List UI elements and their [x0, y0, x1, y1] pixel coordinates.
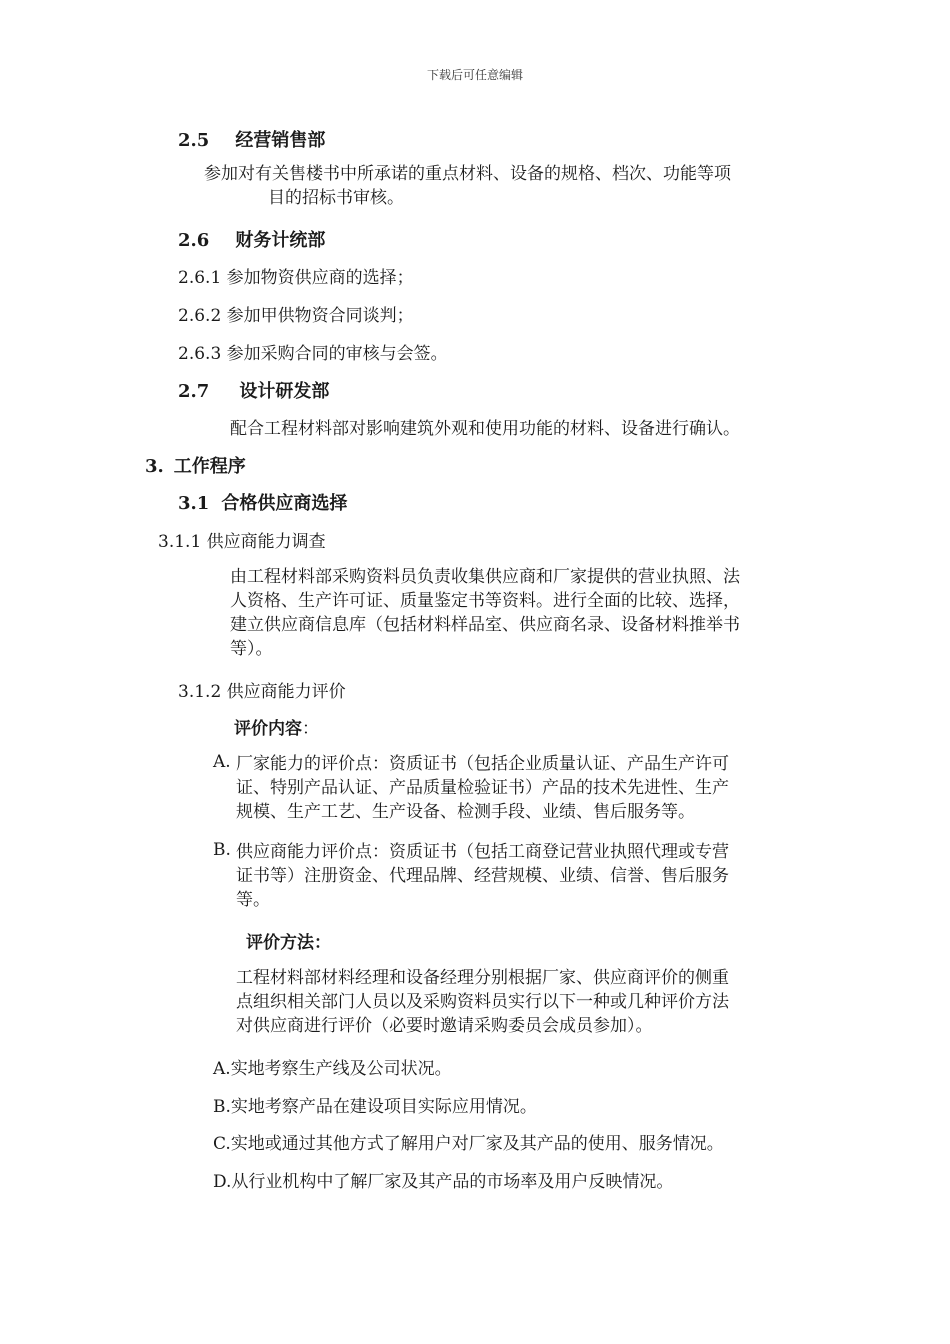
list-item: 2.6.1 参加物资供应商的选择；	[178, 268, 414, 288]
paragraph-line: 证书等）注册资金、代理品牌、经营规模、业绩、信誉、售后服务	[236, 866, 729, 886]
section-number: 2.7	[178, 381, 210, 402]
evaluation-item-a	[236, 752, 729, 824]
paragraph-line: 厂家能力的评价点：资质证书（包括企业质量认证、产品生产许可	[236, 754, 729, 774]
paragraph-line: 工程材料部材料经理和设备经理分别根据厂家、供应商评价的侧重	[236, 968, 729, 988]
list-marker: B.	[213, 840, 231, 860]
paragraph-line: 等。	[236, 890, 270, 910]
paragraph-line: 规模、生产工艺、生产设备、检测手段、业绩、售后服务等。	[236, 802, 695, 822]
list-marker: A.	[213, 1059, 231, 1079]
paragraph-line: 对供应商进行评价（必要时邀请采购委员会成员参加）。	[236, 1016, 653, 1036]
paragraph-line: 由工程材料部采购资料员负责收集供应商和厂家提供的营业执照、法	[230, 567, 740, 587]
list-marker: C.	[213, 1134, 231, 1154]
section-2-7-heading	[178, 377, 329, 403]
page-header: 下载后可任意编辑	[426, 68, 523, 82]
section-3-1-heading	[178, 489, 347, 515]
section-title: 合格供应商选择	[221, 493, 348, 514]
paragraph-line: 等）。	[230, 639, 273, 659]
section-2-5-heading	[178, 126, 325, 152]
list-item: 2.6.2 参加甲供物资合同谈判；	[178, 306, 414, 326]
method-item-b	[213, 1092, 537, 1117]
label-colon: ：	[302, 719, 319, 739]
method-item-a	[213, 1054, 452, 1079]
section-title: 财务计统部	[235, 230, 326, 251]
section-3-1-1-heading: 3.1.1 供应商能力调查	[158, 532, 326, 552]
list-text: 从行业机构中了解厂家及其产品的市场率及用户反映情况。	[231, 1172, 674, 1192]
section-number: 2.5	[178, 130, 210, 151]
paragraph-line: 点组织相关部门人员以及采购资料员实行以下一种或几种评价方法	[236, 992, 729, 1012]
label-text: 评价内容	[234, 719, 302, 739]
evaluation-method-body	[236, 966, 729, 1038]
section-2-6-heading	[178, 226, 325, 252]
method-item-c	[213, 1129, 724, 1154]
evaluation-method-label: 评价方法：	[246, 933, 331, 953]
paragraph-line: 建立供应商信息库（包括材料样品室、供应商名录、设备材料推举书	[230, 615, 740, 635]
paragraph-line: 人资格、生产许可证、质量鉴定书等资料。进行全面的比较、选择，	[230, 591, 740, 611]
section-title: 经营销售部	[235, 130, 326, 151]
section-2-5-body	[204, 162, 731, 210]
section-title: 工作程序	[173, 456, 246, 477]
evaluation-item-b	[236, 840, 729, 912]
section-3-heading	[145, 452, 246, 478]
method-item-d	[213, 1167, 673, 1192]
list-marker: B.	[213, 1097, 231, 1117]
list-item: 2.6.3 参加采购合同的审核与会签。	[178, 344, 448, 364]
section-title: 设计研发部	[239, 381, 330, 402]
list-text: 实地考察生产线及公司状况。	[230, 1059, 452, 1079]
list-marker: A.	[213, 752, 231, 772]
list-text: 实地或通过其他方式了解用户对厂家及其产品的使用、服务情况。	[230, 1134, 724, 1154]
section-2-7-body: 配合工程材料部对影响建筑外观和使用功能的材料、设备进行确认。	[230, 419, 740, 439]
evaluation-content-label	[234, 714, 319, 739]
section-3-1-2-heading: 3.1.2 供应商能力评价	[178, 682, 346, 702]
paragraph-line: 证、特别产品认证、产品质量检验证书）产品的技术先进性、生产	[236, 778, 729, 798]
section-3-1-1-body	[230, 565, 740, 661]
section-number: 2.6	[178, 230, 210, 251]
paragraph-line: 供应商能力评价点：资质证书（包括工商登记营业执照代理或专营	[236, 842, 729, 862]
paragraph-line: 目的招标书审核。	[268, 188, 404, 208]
list-marker: D.	[213, 1172, 232, 1192]
section-number: 3.1	[178, 493, 210, 514]
section-number: 3.	[145, 456, 164, 477]
paragraph-line: 参加对有关售楼书中所承诺的重点材料、设备的规格、档次、功能等项	[204, 164, 731, 184]
list-text: 实地考察产品在建设项目实际应用情况。	[230, 1097, 537, 1117]
